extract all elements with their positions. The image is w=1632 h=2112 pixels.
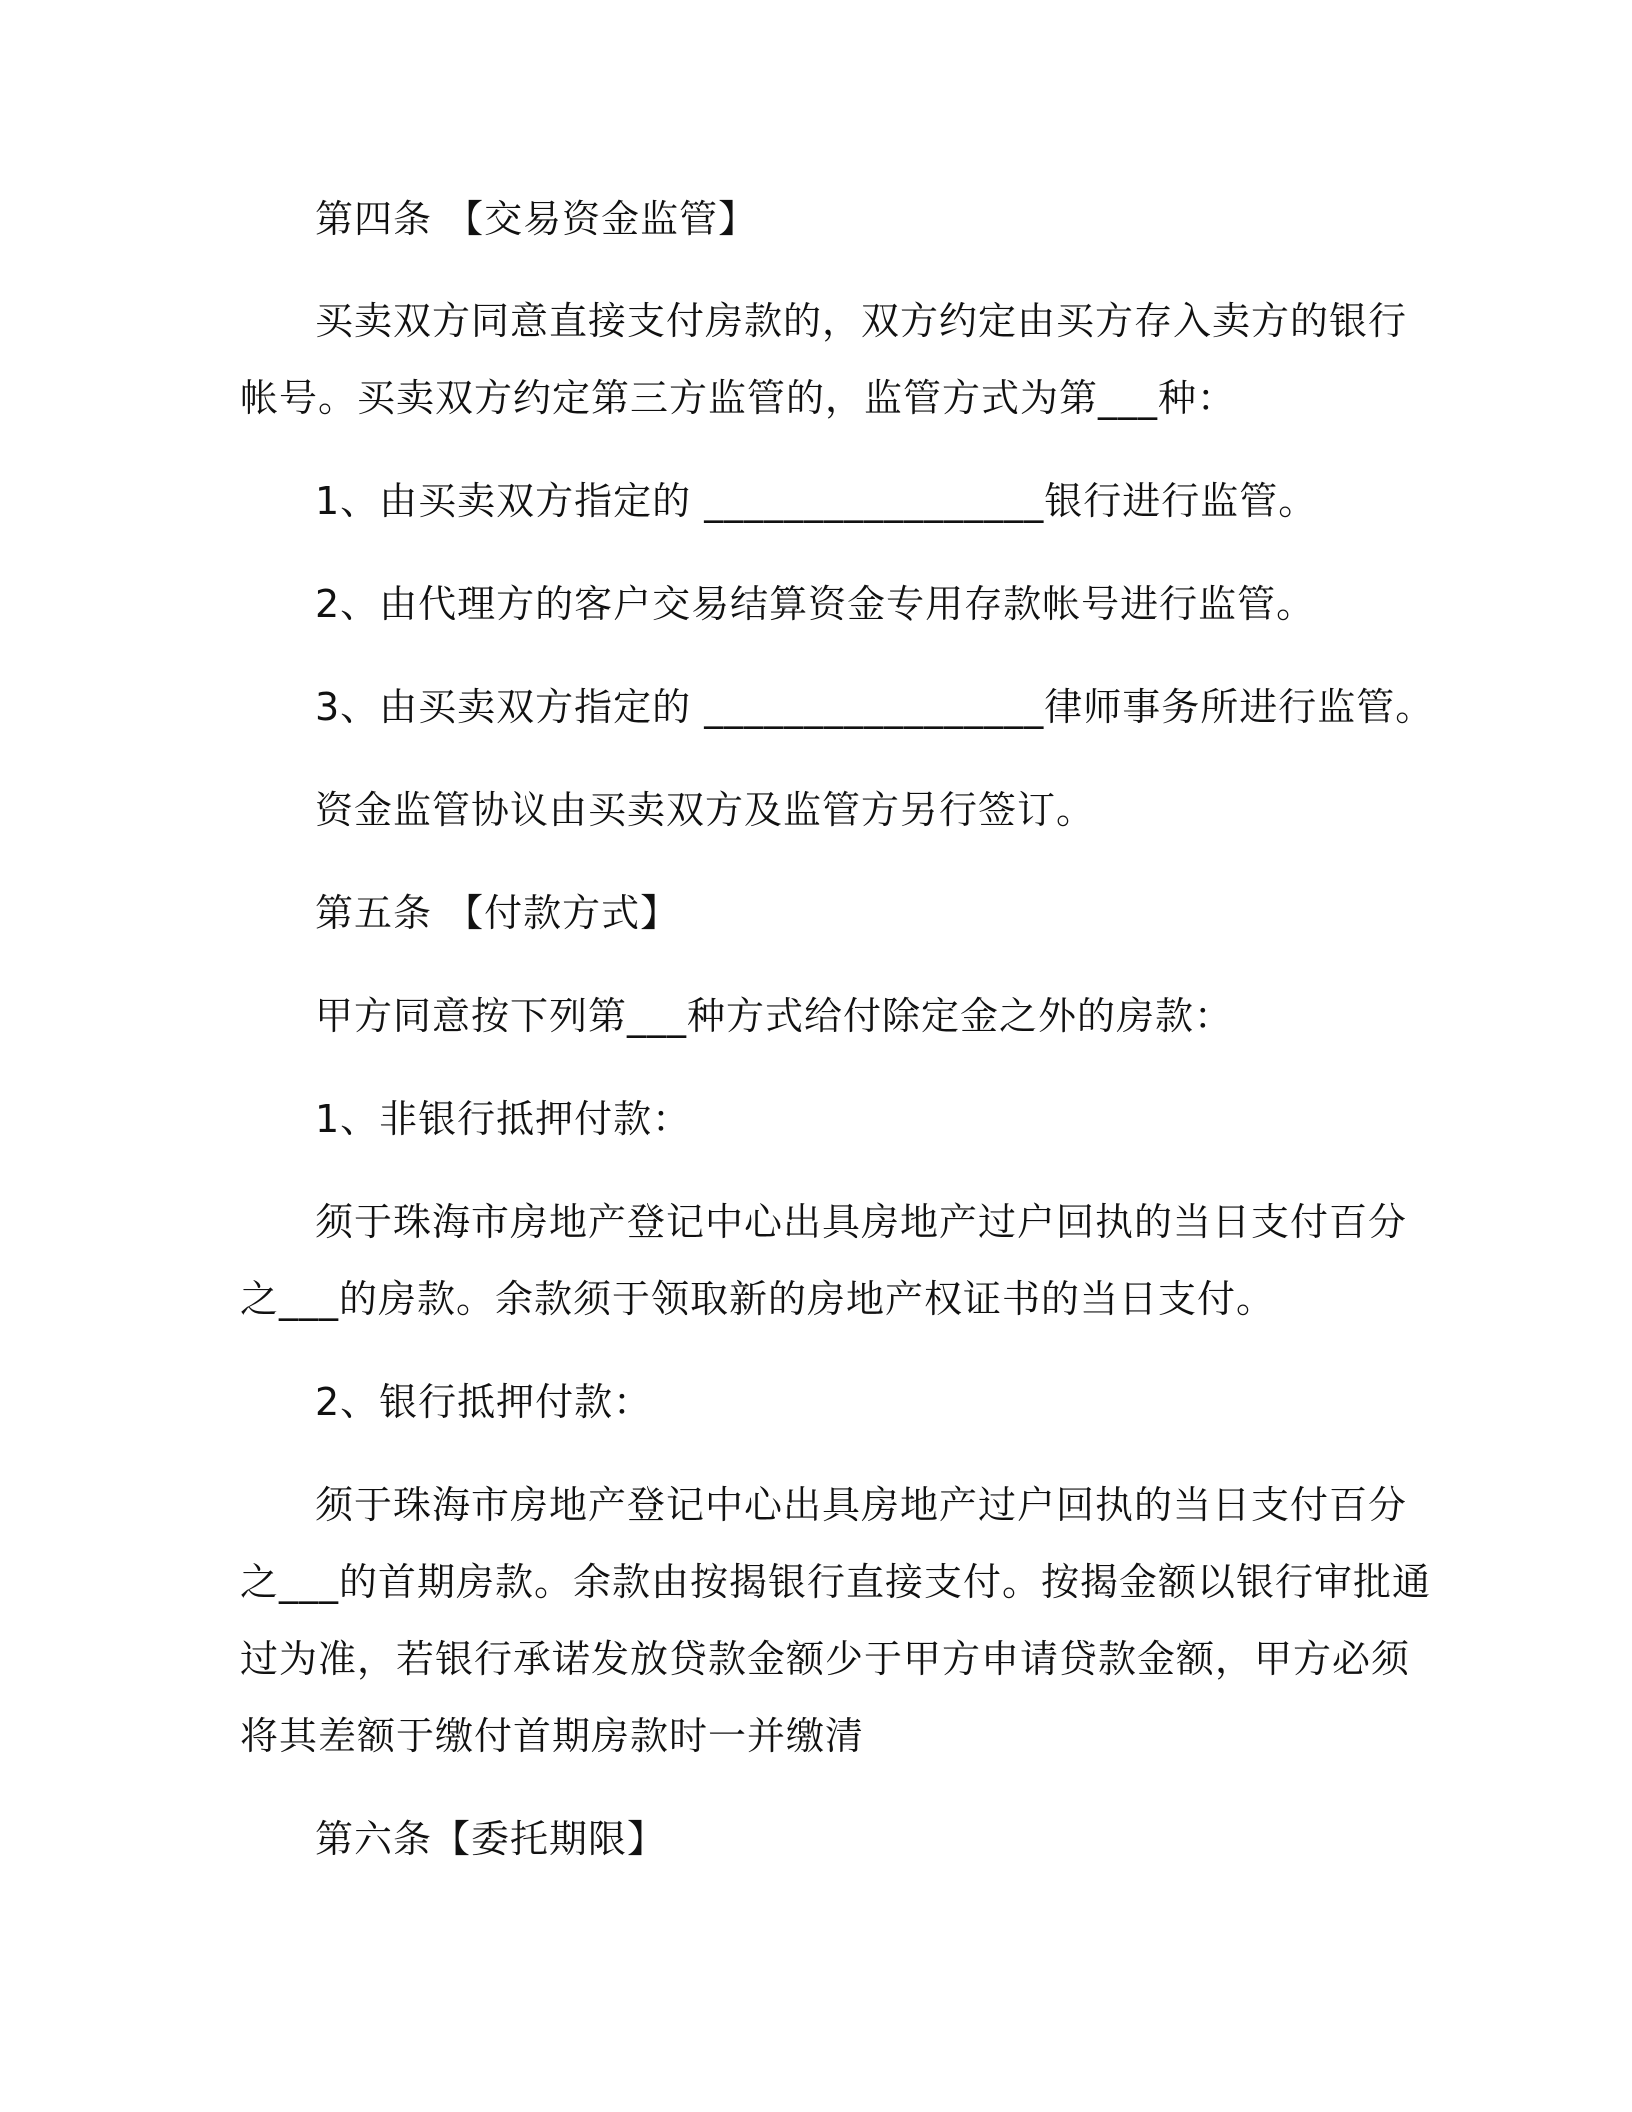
paragraph-line: 将其差额于缴付首期房款时一并缴清 [240, 1714, 865, 1758]
article-5-heading: 第五条 【付款方式】 [315, 891, 680, 935]
list-item-1: 1、由买卖双方指定的 _________________银行进行监管。 [315, 479, 1318, 523]
paragraph-line: 须于珠海市房地产登记中心出具房地产过户回执的当日支付百分 [315, 1483, 1408, 1527]
paragraph-line: 过为准，若银行承诺发放贷款金额少于甲方申请贷款金额，甲方必须 [240, 1637, 1411, 1681]
paragraph-line: 之___的房款。余款须于领取新的房地产权证书的当日支付。 [240, 1277, 1276, 1321]
article-6-heading: 第六条【委托期限】 [315, 1817, 667, 1861]
paragraph-line: 帐号。买卖双方约定第三方监管的，监管方式为第___种： [240, 376, 1237, 420]
list-item-2: 2、银行抵押付款： [315, 1380, 653, 1424]
paragraph-line: 须于珠海市房地产登记中心出具房地产过户回执的当日支付百分 [315, 1200, 1408, 1244]
paragraph-line: 之___的首期房款。余款由按揭银行直接支付。按揭金额以银行审批通 [240, 1560, 1432, 1604]
list-item-1: 1、非银行抵押付款： [315, 1097, 692, 1141]
paragraph-line: 资金监管协议由买卖双方及监管方另行签订。 [315, 788, 1096, 832]
list-item-2: 2、由代理方的客户交易结算资金专用存款帐号进行监管。 [315, 582, 1316, 626]
paragraph-line: 买卖双方同意直接支付房款的，双方约定由买方存入卖方的银行 [315, 299, 1408, 343]
article-4-heading: 第四条 【交易资金监管】 [315, 197, 758, 241]
paragraph-line: 甲方同意按下列第___种方式给付除定金之外的房款： [315, 994, 1234, 1038]
list-item-3: 3、由买卖双方指定的 _________________律师事务所进行监管。 [315, 685, 1435, 729]
